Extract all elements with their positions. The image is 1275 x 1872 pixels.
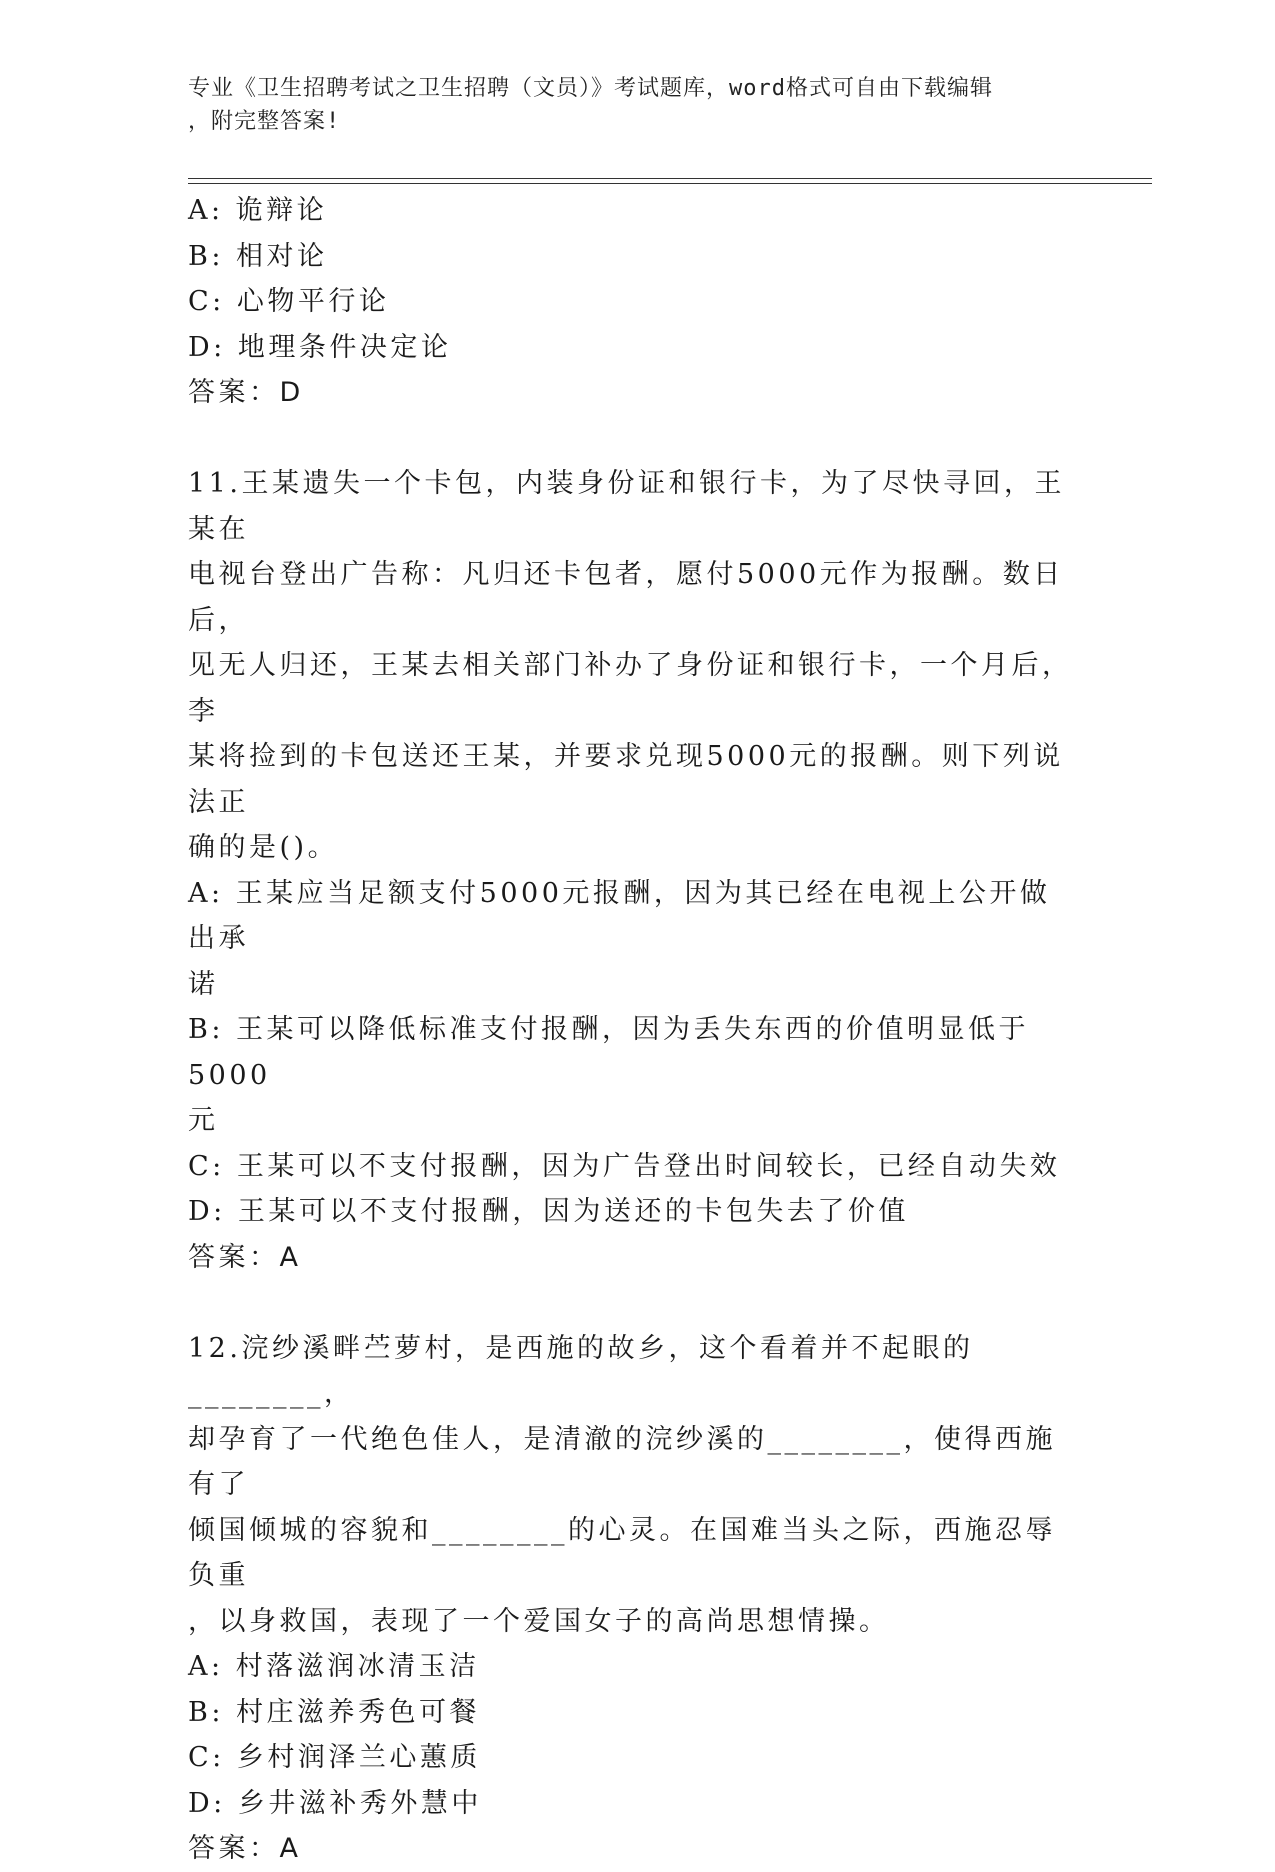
- spacer: [188, 416, 1078, 462]
- q12-stem-line: 倾国倾城的容貌和________的心灵。在国难当头之际，西施忍辱负重: [188, 1514, 1056, 1591]
- q11-option-d: D: 王某可以不支付报酬，因为送还的卡包失去了价值: [188, 1196, 909, 1227]
- q11-option-c: C: 王某可以不支付报酬，因为广告登出时间较长，已经自动失效: [188, 1150, 1061, 1182]
- q12-option-b: B: 村庄滋养秀色可餐: [188, 1696, 481, 1728]
- q12-stem-line: 却孕育了一代绝色佳人，是清澈的浣纱溪的________，使得西施有了: [188, 1423, 1056, 1500]
- question-11-block: [188, 461, 1078, 1280]
- question-12-block: [188, 1326, 1078, 1872]
- q12-option-c: C: 乡村润泽兰心蕙质: [188, 1742, 481, 1773]
- q11-stem-line: 电视台登出广告称：凡归还卡包者，愿付5000元作为报酬。数日后，: [188, 559, 1064, 636]
- q10-option-b: B: 相对论: [188, 240, 328, 272]
- q11-option-a: A: 王某应当足额支付5000元报酬，因为其已经在电视上公开做出承: [188, 877, 1051, 954]
- q12-answer: 答案：A: [188, 1833, 302, 1864]
- header-line-2: ，附完整答案!: [188, 109, 341, 134]
- header-line-1: 专业《卫生招聘考试之卫生招聘（文员）》考试题库，word格式可自由下载编辑: [188, 76, 993, 101]
- q12-option-a: A: 村落滋润冰清玉洁: [188, 1651, 480, 1682]
- q11-stem-line: 见无人归还，王某去相关部门补办了身份证和银行卡，一个月后，李: [188, 650, 1073, 727]
- document-header: [188, 72, 1068, 138]
- q10-option-c: C: 心物平行论: [188, 286, 390, 317]
- q11-stem-line: 某将捡到的卡包送还王某，并要求兑现5000元的报酬。则下列说法正: [188, 741, 1064, 818]
- q12-stem-line: 12.浣纱溪畔苎萝村，是西施的故乡，这个看着并不起眼的________，: [188, 1332, 974, 1409]
- document-body: [188, 188, 1078, 1872]
- q11-stem-line: 确的是()。: [188, 832, 339, 863]
- question-10-block: [188, 188, 1078, 416]
- q12-option-d: D: 乡井滋补秀外慧中: [188, 1787, 482, 1819]
- q10-answer: 答案：D: [188, 377, 304, 408]
- q11-option-a-cont: 诺: [188, 968, 219, 1000]
- q11-answer: 答案：A: [188, 1241, 302, 1273]
- spacer: [188, 1280, 1078, 1326]
- q11-option-b: B: 王某可以降低标准支付报酬，因为丢失东西的价值明显低于5000: [188, 1014, 1030, 1091]
- q12-stem-line: ，以身救国，表现了一个爱国女子的高尚思想情操。: [188, 1605, 890, 1637]
- q10-option-a: A: 诡辩论: [188, 195, 328, 226]
- header-rule-bottom: [188, 183, 1152, 184]
- q10-option-d: D: 地理条件决定论: [188, 331, 452, 363]
- header-rule-top: [188, 178, 1152, 179]
- q11-stem-line: 11.王某遗失一个卡包，内装身份证和银行卡，为了尽快寻回，王某在: [188, 468, 1065, 545]
- q11-option-b-cont: 元: [188, 1105, 219, 1136]
